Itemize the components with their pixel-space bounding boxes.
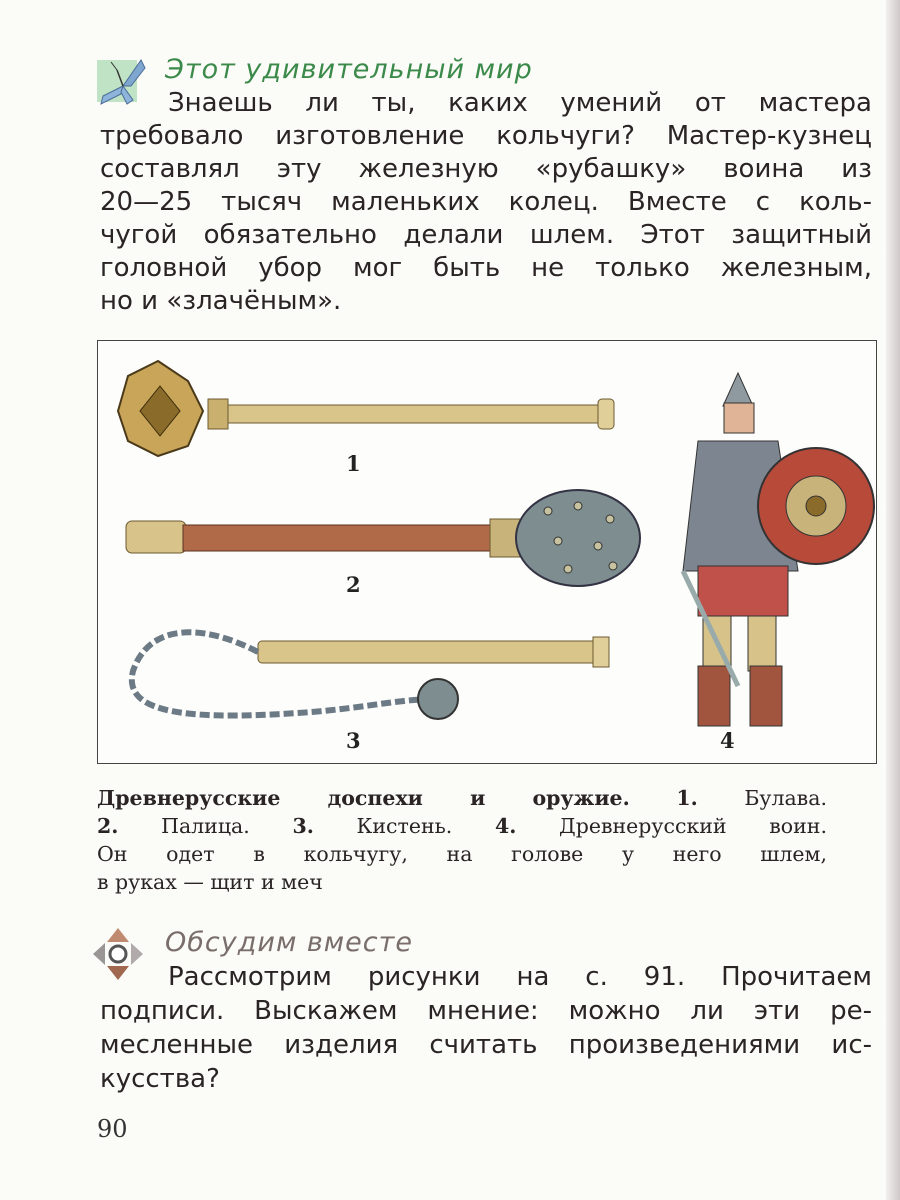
caption-number: 3. [292,814,314,838]
text-line: чугой обязательно делали шлем. Этот защитный [100,220,872,250]
caption-item: Палица. [161,814,250,838]
weapons-illustration [97,340,877,764]
text-line: требовало изготовление кольчуги? Мастер-кузнец [100,121,872,151]
caption-line: Он одет в кольчугу, на голове у него шлем, [97,842,827,866]
section-title-amazing-world: Этот удивительный мир [165,54,533,85]
text-line: кусства? [100,1064,220,1094]
figure-label-2: 2 [346,572,361,597]
figure-label-3: 3 [346,728,361,753]
caption-line [97,812,827,840]
caption-item: Булава. [744,786,827,810]
paragraph-chainmail [100,87,872,318]
section-title-discuss-together: Обсудим вместе [165,927,413,958]
text-line: но и «злачёным». [100,286,342,316]
page-number: 90 [97,1115,128,1143]
caption-line: в руках — щит и меч [97,870,323,894]
caption-item: Древнерусский воин. [559,814,827,838]
text-line: подписи. Выскажем мнение: можно ли эти ре- [100,996,872,1026]
flail-drawing [132,632,609,719]
caption-number: 4. [494,814,517,838]
caption-title: Древнерусские доспехи и оружие. [97,786,630,810]
figure-label-4: 4 [720,728,735,753]
caption-number: 2. [97,814,119,838]
caption-line [97,784,827,812]
text-line: 20—25 тысяч маленьких колец. Вместе с коль- [100,187,872,217]
warrior-drawing [683,373,874,726]
text-line: составлял эту железную «рубашку» воина из [100,154,872,184]
page-edge-shadow [886,0,900,1200]
mace-drawing [118,361,614,456]
figure-caption [97,784,827,896]
club-drawing [126,490,640,586]
caption-number: 1. [676,786,698,810]
figure-label-1: 1 [346,451,361,476]
text-line: Рассмотрим рисунки на с. 91. Прочитаем [168,962,872,992]
text-line: месленные изделия считать произведениями ис- [100,1030,872,1060]
caption-item: Кистень. [356,814,453,838]
paragraph-discussion [100,960,872,1096]
text-line: головной убор мог быть не только железным, [100,253,872,283]
text-line: Знаешь ли ты, каких умений от мастера [168,88,872,118]
